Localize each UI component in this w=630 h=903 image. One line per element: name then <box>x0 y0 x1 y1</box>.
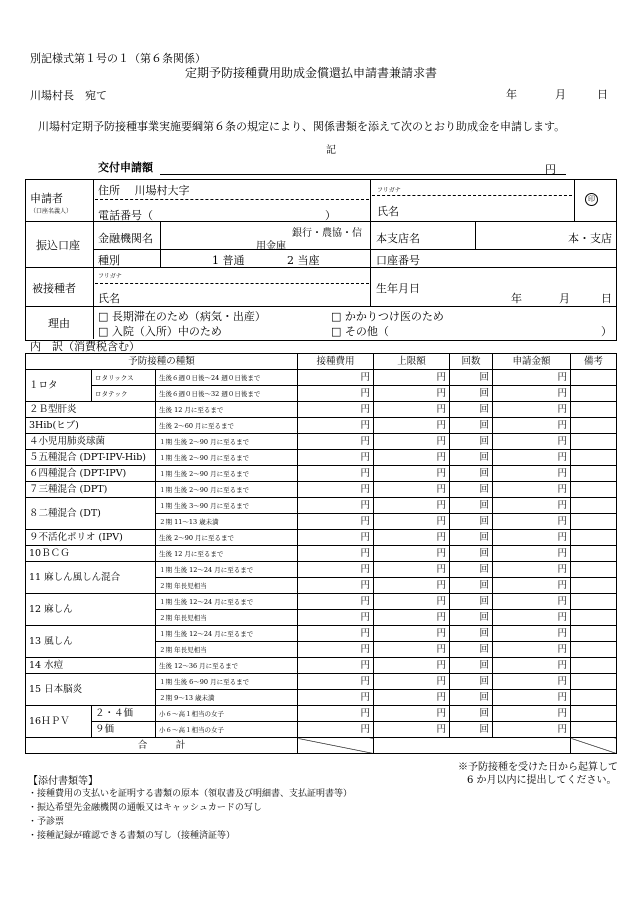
recipient-dob-year: 年 <box>511 292 522 305</box>
claim-cell[interactable]: 円 <box>493 674 571 690</box>
cost-cell[interactable]: 円 <box>298 370 374 386</box>
bank-type-current[interactable]: 2 当座 <box>287 254 320 267</box>
cost-cell[interactable]: 円 <box>298 546 374 562</box>
cost-cell[interactable]: 円 <box>298 690 374 706</box>
reason-other[interactable]: □ その他（ <box>331 325 389 338</box>
total-row <box>26 738 617 754</box>
vaccine-condition: １期 生後 3～90 月に至るまで <box>156 498 298 514</box>
bank-account-label: 口座番号 <box>376 254 420 267</box>
header-claim: 申請金額 <box>493 354 571 370</box>
vaccine-condition: 生後 12 月に至るまで <box>156 402 298 418</box>
table-row <box>26 594 617 610</box>
bank-type-ordinary[interactable]: 1 普通 <box>212 254 245 267</box>
vaccine-name: 12 麻しん <box>26 594 156 626</box>
vaccine-condition: 生後 2～60 月に至るまで <box>156 418 298 434</box>
applicant-phone-close: ） <box>325 209 336 222</box>
header-count: 回数 <box>450 354 493 370</box>
cost-cell[interactable]: 円 <box>298 498 374 514</box>
count-cell[interactable]: 回 <box>450 546 493 562</box>
remarks-cell[interactable] <box>571 706 617 722</box>
date-year-label: 年 <box>506 88 517 101</box>
vaccine-name: 3Hib(ヒブ) <box>26 418 156 434</box>
table-row <box>26 546 617 562</box>
count-cell[interactable]: 回 <box>450 402 493 418</box>
limit-cell: 円 <box>374 466 450 482</box>
intro-text: 川場村定期予防接種事業実施要綱第６条の規定により、関係書類を添えて次のとおり助成金を申請します。 <box>38 120 566 133</box>
table-row <box>26 386 617 402</box>
claim-cell[interactable]: 円 <box>493 498 571 514</box>
recipient-dob-label: 生年月日 <box>376 282 420 295</box>
table-row <box>26 674 617 690</box>
vaccine-condition: １期 生後 2～90 月に至るまで <box>156 466 298 482</box>
limit-cell: 円 <box>374 578 450 594</box>
cost-cell[interactable]: 円 <box>298 658 374 674</box>
remarks-cell[interactable] <box>571 562 617 578</box>
bank-institution-types-2: 用金庫 <box>256 241 286 252</box>
reason-family-doctor[interactable]: □ かかりつけ医のため <box>331 310 444 323</box>
applicant-name-input[interactable] <box>410 199 570 219</box>
remarks-cell[interactable] <box>571 386 617 402</box>
vaccine-name: 14 水痘 <box>26 658 156 674</box>
date-month-label: 月 <box>555 88 566 101</box>
recipient-dob-month: 月 <box>559 292 570 305</box>
vaccine-subtype: ロタテック <box>92 386 156 402</box>
vaccine-condition: 生後 12～36 月に至るまで <box>156 658 298 674</box>
count-cell[interactable]: 回 <box>450 690 493 706</box>
vaccine-name: 16ＨＰＶ <box>26 706 92 738</box>
remarks-cell[interactable] <box>571 530 617 546</box>
count-cell[interactable]: 回 <box>450 466 493 482</box>
limit-cell: 円 <box>374 514 450 530</box>
applicant-address-label: 住所 川場村大字 <box>98 184 190 197</box>
vaccine-subtype: ９価 <box>92 722 156 738</box>
reason-other-close: ） <box>601 325 612 338</box>
vaccine-condition: １期 生後 2～90 月に至るまで <box>156 450 298 466</box>
vaccine-condition: ２期 年長児相当 <box>156 610 298 626</box>
bank-label: 振込口座 <box>36 239 80 252</box>
amount-underline <box>160 174 566 175</box>
claim-cell[interactable]: 円 <box>493 610 571 626</box>
cost-cell[interactable]: 円 <box>298 482 374 498</box>
recipient-furigana-label: フリガナ <box>98 273 122 280</box>
total-claim-cell[interactable] <box>374 738 571 754</box>
reason-hospitalized[interactable]: □ 入院（入所）中のため <box>98 325 222 338</box>
form-number: 別記様式第１号の１（第６条関係） <box>30 52 206 65</box>
amount-field[interactable] <box>160 158 540 174</box>
limit-cell: 円 <box>374 450 450 466</box>
count-cell[interactable]: 回 <box>450 610 493 626</box>
header-limit: 上限額 <box>374 354 450 370</box>
count-cell[interactable]: 回 <box>450 418 493 434</box>
vaccine-condition: 生後６週０日後～24 週０日後まで <box>156 370 298 386</box>
page-title: 定期予防接種費用助成金償還払申請書兼請求書 <box>185 66 438 80</box>
remarks-cell[interactable] <box>571 626 617 642</box>
count-cell[interactable]: 回 <box>450 562 493 578</box>
count-cell[interactable]: 回 <box>450 626 493 642</box>
attachments-title: 【添付書類等】 <box>28 776 98 787</box>
claim-cell[interactable]: 円 <box>493 466 571 482</box>
count-cell[interactable]: 回 <box>450 514 493 530</box>
vaccine-name: 13 風しん <box>26 626 156 658</box>
claim-cell[interactable]: 円 <box>493 690 571 706</box>
ki-label: 記 <box>326 145 336 156</box>
count-cell[interactable]: 回 <box>450 482 493 498</box>
claim-cell[interactable]: 円 <box>493 642 571 658</box>
vaccine-condition: １期 生後 2～90 月に至るまで <box>156 434 298 450</box>
limit-cell: 円 <box>374 498 450 514</box>
claim-cell[interactable]: 円 <box>493 594 571 610</box>
count-cell[interactable]: 回 <box>450 450 493 466</box>
remarks-cell[interactable] <box>571 434 617 450</box>
vaccine-condition: 小６～高１相当の女子 <box>156 722 298 738</box>
vaccine-name: ４小児用肺炎球菌 <box>26 434 156 450</box>
bank-type-label: 種別 <box>98 254 120 267</box>
table-row <box>26 626 617 642</box>
table-row <box>26 722 617 738</box>
count-cell[interactable]: 回 <box>450 386 493 402</box>
claim-cell[interactable]: 円 <box>493 402 571 418</box>
bank-branch-types: 本・支店 <box>568 232 612 245</box>
limit-cell: 円 <box>374 594 450 610</box>
header-vaccine-type: 予防接種の種類 <box>26 354 298 370</box>
cost-cell[interactable]: 円 <box>298 562 374 578</box>
table-row <box>26 402 617 418</box>
claim-cell[interactable]: 円 <box>493 514 571 530</box>
bank-institution-types: 銀行・農協・信 <box>292 228 362 239</box>
limit-cell: 円 <box>374 626 450 642</box>
amount-yen: 円 <box>545 163 556 176</box>
applicant-phone-input[interactable] <box>160 205 320 220</box>
table-row <box>26 418 617 434</box>
seal-mark: 印 <box>585 193 598 206</box>
recipient-dob-day: 日 <box>601 292 612 305</box>
vaccine-condition: ２期 11～13 歳未満 <box>156 514 298 530</box>
bank-institution-input[interactable] <box>163 225 288 247</box>
header-remarks: 備考 <box>571 354 617 370</box>
remarks-cell[interactable] <box>571 690 617 706</box>
vaccine-name: ９不活化ポリオ (IPV) <box>26 530 156 546</box>
table-header-row <box>26 354 617 370</box>
cost-cell[interactable]: 円 <box>298 466 374 482</box>
remarks-cell[interactable] <box>571 418 617 434</box>
table-row <box>26 706 617 722</box>
count-cell[interactable]: 回 <box>450 706 493 722</box>
applicant-phone-label: 電話番号（ <box>98 209 153 222</box>
cost-cell[interactable]: 円 <box>298 722 374 738</box>
remarks-cell[interactable] <box>571 610 617 626</box>
table-row <box>26 498 617 514</box>
remarks-cell[interactable] <box>571 642 617 658</box>
remarks-cell[interactable] <box>571 546 617 562</box>
count-cell[interactable]: 回 <box>450 722 493 738</box>
limit-cell: 円 <box>374 690 450 706</box>
attachment-item: ・予診票 <box>28 817 65 827</box>
claim-cell[interactable]: 円 <box>493 626 571 642</box>
amount-label: 交付申請額 <box>98 161 153 174</box>
cost-cell[interactable]: 円 <box>298 418 374 434</box>
applicant-name-label: 氏名 <box>377 205 399 218</box>
cost-cell[interactable]: 円 <box>298 434 374 450</box>
applicant-address-input[interactable] <box>200 181 365 197</box>
limit-cell: 円 <box>374 658 450 674</box>
attachment-item: ・振込希望先金融機関の通帳又はキャッシュカードの写し <box>28 803 262 813</box>
reason-long-stay[interactable]: □ 長期滞在のため（病気・出産） <box>98 310 266 323</box>
applicant-sublabel: （口座名義人） <box>30 208 73 215</box>
claim-cell[interactable]: 円 <box>493 722 571 738</box>
vaccine-table <box>25 353 617 754</box>
vaccine-name: 10ＢＣＧ <box>26 546 156 562</box>
cost-cell[interactable]: 円 <box>298 386 374 402</box>
table-row <box>26 370 617 386</box>
table-row <box>26 482 617 498</box>
vaccine-condition: 生後 2～90 月に至るまで <box>156 530 298 546</box>
claim-cell[interactable]: 円 <box>493 530 571 546</box>
count-cell[interactable]: 回 <box>450 578 493 594</box>
cost-cell[interactable]: 円 <box>298 402 374 418</box>
total-cost-cell <box>298 738 374 754</box>
limit-cell: 円 <box>374 674 450 690</box>
cost-cell[interactable]: 円 <box>298 578 374 594</box>
cost-cell[interactable]: 円 <box>298 514 374 530</box>
addressee: 川場村長 宛て <box>30 89 107 102</box>
remarks-cell[interactable] <box>571 450 617 466</box>
cost-cell[interactable]: 円 <box>298 530 374 546</box>
vaccine-subtype: ２・４価 <box>92 706 156 722</box>
cost-cell[interactable]: 円 <box>298 706 374 722</box>
limit-cell: 円 <box>374 642 450 658</box>
vaccine-condition: １期 生後 12～24 月に至るまで <box>156 626 298 642</box>
vaccine-name: ８二種混合 (DT) <box>26 498 156 530</box>
table-row <box>26 530 617 546</box>
vaccine-name: ７三種混合 (DPT) <box>26 482 156 498</box>
remarks-cell[interactable] <box>571 722 617 738</box>
attachment-item: ・接種記録が確認できる書類の写し（接種済証等） <box>28 831 236 841</box>
table-row <box>26 450 617 466</box>
date-day-label: 日 <box>597 88 608 101</box>
count-cell[interactable]: 回 <box>450 498 493 514</box>
limit-cell: 円 <box>374 610 450 626</box>
recipient-label: 被接種者 <box>32 282 76 295</box>
total-label: 合 計 <box>26 738 298 754</box>
breakdown-label: 内 訳（消費税含む） <box>30 340 140 353</box>
claim-cell[interactable]: 円 <box>493 706 571 722</box>
count-cell[interactable]: 回 <box>450 530 493 546</box>
limit-cell: 円 <box>374 370 450 386</box>
cost-cell[interactable]: 円 <box>298 642 374 658</box>
vaccine-condition: ２期 年長児相当 <box>156 642 298 658</box>
vaccine-condition: 生後 12 月に至るまで <box>156 546 298 562</box>
claim-cell[interactable]: 円 <box>493 562 571 578</box>
bank-branch-label: 本支店名 <box>376 232 420 245</box>
cost-cell[interactable]: 円 <box>298 626 374 642</box>
vaccine-name: ６四種混合 (DPT-IPV) <box>26 466 156 482</box>
table-row <box>26 562 617 578</box>
count-cell[interactable]: 回 <box>450 594 493 610</box>
bank-account-input[interactable] <box>430 251 610 266</box>
vaccine-name: 11 麻しん風しん混合 <box>26 562 156 594</box>
limit-cell: 円 <box>374 482 450 498</box>
claim-cell[interactable]: 円 <box>493 578 571 594</box>
limit-cell: 円 <box>374 530 450 546</box>
cost-cell[interactable]: 円 <box>298 674 374 690</box>
vaccine-condition: ２期 年長児相当 <box>156 578 298 594</box>
cost-cell[interactable]: 円 <box>298 610 374 626</box>
applicant-label: 申請者 <box>30 192 63 205</box>
vaccine-name: ２Ｂ型肝炎 <box>26 402 156 418</box>
limit-cell: 円 <box>374 706 450 722</box>
remarks-cell[interactable] <box>571 514 617 530</box>
vaccine-condition: １期 生後 12～24 月に至るまで <box>156 594 298 610</box>
remarks-cell[interactable] <box>571 498 617 514</box>
vaccine-condition: １期 生後 2～90 月に至るまで <box>156 482 298 498</box>
limit-cell: 円 <box>374 386 450 402</box>
remarks-cell[interactable] <box>571 674 617 690</box>
vaccine-name: ５五種混合 (DPT-IPV-Hib) <box>26 450 156 466</box>
claim-cell[interactable]: 円 <box>493 370 571 386</box>
limit-cell: 円 <box>374 722 450 738</box>
applicant-furigana-label: フリガナ <box>377 187 401 194</box>
count-cell[interactable]: 回 <box>450 434 493 450</box>
vaccine-name: １ロタ <box>26 370 92 402</box>
cost-cell[interactable]: 円 <box>298 450 374 466</box>
limit-cell: 円 <box>374 402 450 418</box>
cost-cell[interactable]: 円 <box>298 594 374 610</box>
limit-cell: 円 <box>374 562 450 578</box>
vaccine-condition: １期 生後 6～90 月に至るまで <box>156 674 298 690</box>
remarks-cell[interactable] <box>571 658 617 674</box>
bank-institution-label: 金融機関名 <box>98 232 153 245</box>
attachment-item: ・接種費用の支払いを証明する書類の原本（領収書及び明細書、支払証明書等） <box>28 789 353 799</box>
total-remarks-cell <box>571 738 617 754</box>
count-cell[interactable]: 回 <box>450 674 493 690</box>
remarks-cell[interactable] <box>571 466 617 482</box>
claim-cell[interactable]: 円 <box>493 386 571 402</box>
remarks-cell[interactable] <box>571 370 617 386</box>
submit-note-1: ※予防接種を受けた日から起算して <box>458 762 618 773</box>
table-row <box>26 658 617 674</box>
claim-cell[interactable]: 円 <box>493 658 571 674</box>
claim-cell[interactable]: 円 <box>493 482 571 498</box>
remarks-cell[interactable] <box>571 402 617 418</box>
reason-label: 理由 <box>48 317 70 330</box>
count-cell[interactable]: 回 <box>450 370 493 386</box>
vaccine-condition: 小６～高１相当の女子 <box>156 706 298 722</box>
header-cost: 接種費用 <box>298 354 374 370</box>
count-cell[interactable]: 回 <box>450 658 493 674</box>
vaccine-subtype: ロタリックス <box>92 370 156 386</box>
vaccine-condition: １期 生後 12～24 月に至るまで <box>156 562 298 578</box>
remarks-cell[interactable] <box>571 482 617 498</box>
remarks-cell[interactable] <box>571 594 617 610</box>
vaccine-condition: ２期 9～13 歳未満 <box>156 690 298 706</box>
table-row <box>26 466 617 482</box>
recipient-name-label: 氏名 <box>98 292 120 305</box>
claim-cell[interactable]: 円 <box>493 434 571 450</box>
claim-cell[interactable]: 円 <box>493 450 571 466</box>
recipient-name-input[interactable] <box>140 287 365 304</box>
vaccine-name: 15 日本脳炎 <box>26 674 156 706</box>
submit-note-2: 6 か月以内に提出してください。 <box>467 775 617 786</box>
limit-cell: 円 <box>374 546 450 562</box>
claim-cell[interactable]: 円 <box>493 546 571 562</box>
count-cell[interactable]: 回 <box>450 642 493 658</box>
claim-cell[interactable]: 円 <box>493 418 571 434</box>
remarks-cell[interactable] <box>571 578 617 594</box>
vaccine-condition: 生後６週０日後～32 週０日後まで <box>156 386 298 402</box>
limit-cell: 円 <box>374 434 450 450</box>
limit-cell: 円 <box>374 418 450 434</box>
table-row <box>26 434 617 450</box>
